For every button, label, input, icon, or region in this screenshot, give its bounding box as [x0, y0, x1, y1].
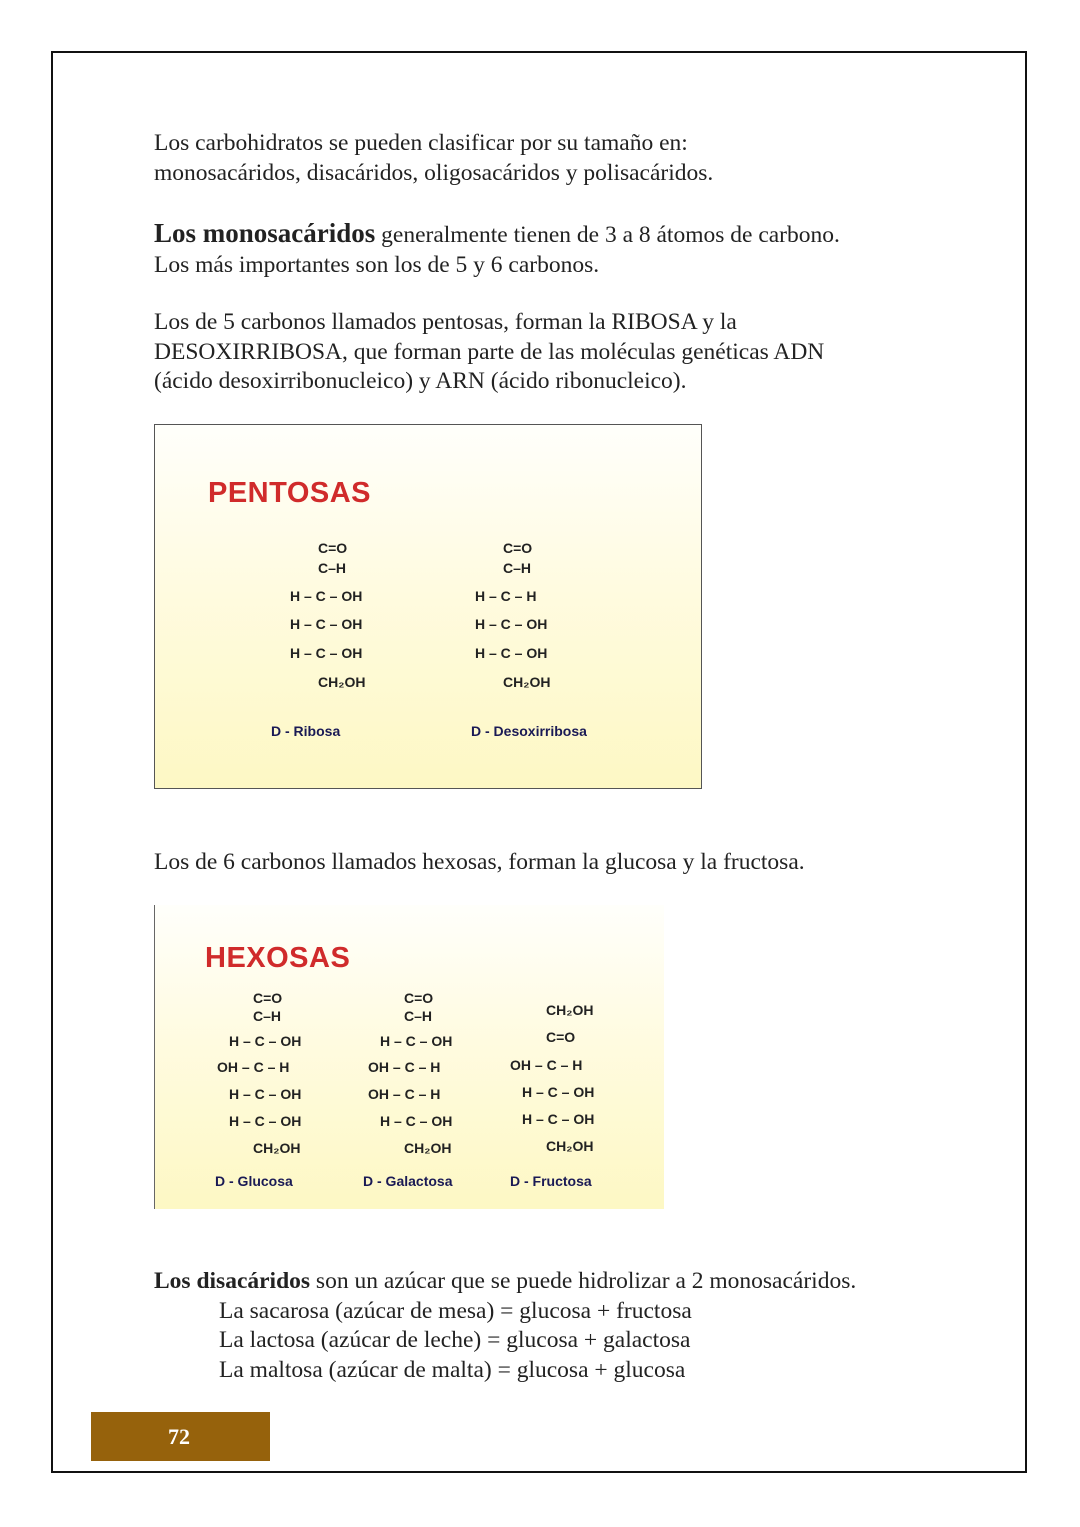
- glucosa-row-2: C–H: [253, 1008, 282, 1024]
- glucosa-label: D - Glucosa: [215, 1173, 293, 1189]
- hexosas-title: HEXOSAS: [205, 942, 351, 974]
- pentosas-line-2: DESOXIRRIBOSA, que forman parte de las moléculas genéticas ADN: [154, 338, 825, 365]
- ribosa-row-5: H – C – OH: [290, 645, 363, 661]
- disacarido-item-sacarosa: La sacarosa (azúcar de mesa) = glucosa + fructosa: [219, 1297, 692, 1324]
- glucosa-row-4: OH – C – H: [217, 1059, 290, 1075]
- disacaridos-paragraph: [154, 1267, 974, 1385]
- intro-line-1: Los carbohidratos se pueden clasificar por su tamaño en:: [154, 130, 688, 156]
- page-number: 72: [91, 1412, 270, 1461]
- ribosa-row-3: H – C – OH: [290, 588, 363, 604]
- desoxirribosa-row-3: H – C – H: [475, 588, 537, 604]
- fructosa-row-2: C=O: [546, 1029, 576, 1045]
- ribosa-row-2: C–H: [318, 560, 347, 576]
- monosacaridos-line-2: Los más importantes son los de 5 y 6 carbonos.: [154, 251, 600, 278]
- glucosa-row-7: CH₂OH: [253, 1140, 301, 1156]
- hexosas-paragraph: Los de 6 carbonos llamados hexosas, forman la glucosa y la fructosa.: [154, 849, 805, 875]
- pentosas-figure: [154, 424, 702, 789]
- ribosa-row-4: H – C – OH: [290, 616, 363, 632]
- pentosas-line-1: Los de 5 carbonos llamados pentosas, forman la RIBOSA y la: [154, 309, 737, 335]
- fructosa-row-3: OH – C – H: [510, 1057, 583, 1073]
- glucosa-row-5: H – C – OH: [229, 1086, 302, 1102]
- disacaridos-lead: Los disacáridos: [154, 1268, 311, 1294]
- intro-paragraph: [154, 129, 954, 188]
- disacaridos-rest: son un azúcar que se puede hidrolizar a 2 monosacáridos.: [310, 1268, 857, 1294]
- monosacaridos-lead: Los monosacáridos: [154, 218, 376, 248]
- glucosa-row-1: C=O: [253, 990, 283, 1006]
- galactosa-row-1: C=O: [404, 990, 434, 1006]
- desoxirribosa-row-2: C–H: [503, 560, 532, 576]
- galactosa-row-7: CH₂OH: [404, 1140, 452, 1156]
- galactosa-label: D - Galactosa: [363, 1173, 453, 1189]
- galactosa-row-4: OH – C – H: [368, 1059, 441, 1075]
- glucosa-row-3: H – C – OH: [229, 1033, 302, 1049]
- galactosa-row-6: H – C – OH: [380, 1113, 453, 1129]
- intro-line-2: monosacáridos, disacáridos, oligosacáridos y polisacáridos.: [154, 159, 714, 186]
- fructosa-label: D - Fructosa: [510, 1173, 592, 1189]
- fructosa-row-6: CH₂OH: [546, 1138, 594, 1154]
- monosacaridos-rest: generalmente tienen de 3 a 8 átomos de carbono.: [375, 222, 840, 248]
- ribosa-row-6: CH₂OH: [318, 674, 366, 690]
- desoxirribosa-row-5: H – C – OH: [475, 645, 548, 661]
- desoxirribosa-row-1: C=O: [503, 540, 533, 556]
- pentosas-title: PENTOSAS: [208, 477, 372, 509]
- monosacaridos-paragraph: [154, 219, 954, 280]
- hexosas-figure: [154, 905, 664, 1209]
- fructosa-row-5: H – C – OH: [522, 1111, 595, 1127]
- desoxirribosa-label: D - Desoxirribosa: [471, 723, 587, 739]
- galactosa-row-3: H – C – OH: [380, 1033, 453, 1049]
- fructosa-row-4: H – C – OH: [522, 1084, 595, 1100]
- glucosa-row-6: H – C – OH: [229, 1113, 302, 1129]
- desoxirribosa-row-6: CH₂OH: [503, 674, 551, 690]
- galactosa-row-5: OH – C – H: [368, 1086, 441, 1102]
- ribosa-label: D - Ribosa: [271, 723, 341, 739]
- disacarido-item-maltosa: La maltosa (azúcar de malta) = glucosa + glucosa: [219, 1356, 686, 1383]
- pentosas-line-3: (ácido desoxirribonucleico) y ARN (ácido ribonucleico).: [154, 368, 687, 394]
- pentosas-paragraph: [154, 308, 954, 397]
- desoxirribosa-row-4: H – C – OH: [475, 616, 548, 632]
- fructosa-row-1: CH₂OH: [546, 1002, 594, 1018]
- ribosa-row-1: C=O: [318, 540, 348, 556]
- galactosa-row-2: C–H: [404, 1008, 433, 1024]
- disacarido-item-lactosa: La lactosa (azúcar de leche) = glucosa + galactosa: [219, 1327, 691, 1353]
